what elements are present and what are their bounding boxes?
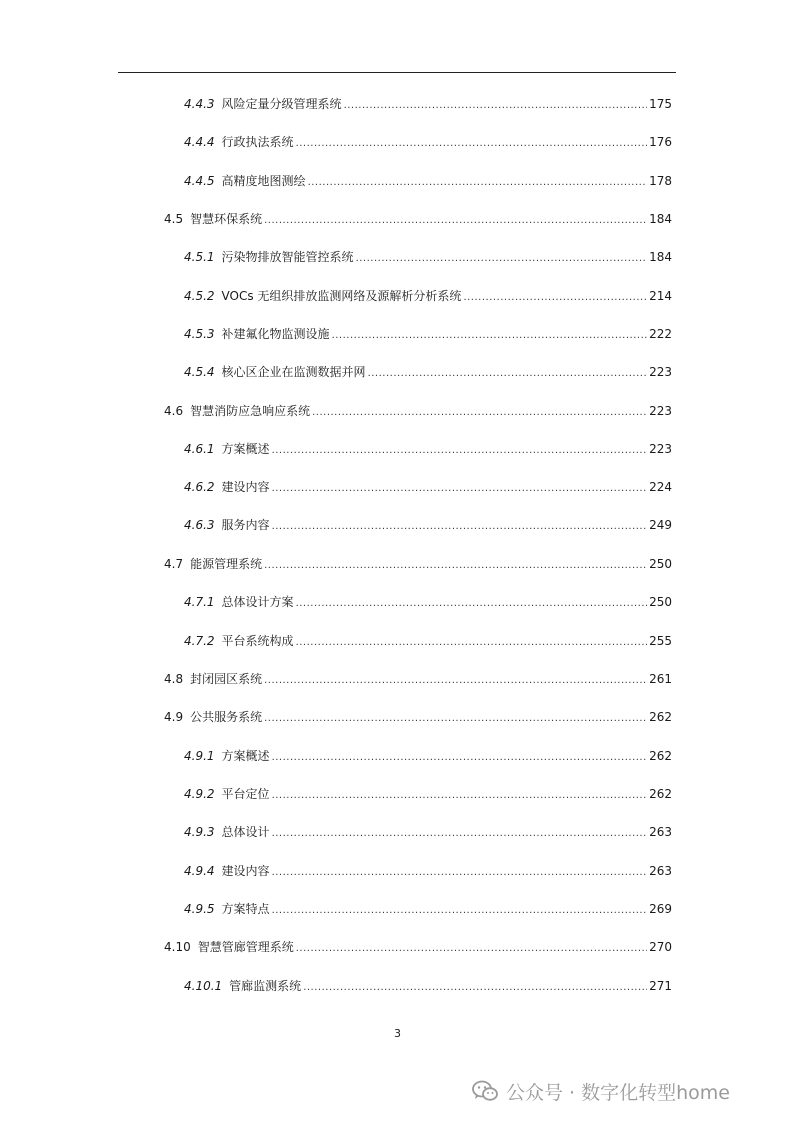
toc-number: 4.5.3 — [184, 327, 215, 341]
toc-number: 4.10.1 — [184, 979, 223, 993]
toc-page: 178 — [649, 174, 672, 188]
toc-number: 4.10 — [164, 940, 191, 954]
dot-leader — [272, 479, 648, 499]
toc-entry[interactable] — [184, 286, 672, 306]
toc-page: 250 — [649, 595, 672, 609]
toc-title: 方案概述 — [221, 442, 270, 456]
toc-number: 4.9.2 — [184, 787, 215, 801]
toc-title: 智慧管廊管理系统 — [197, 940, 294, 954]
toc-number: 4.9.5 — [184, 902, 215, 916]
dot-leader — [264, 671, 647, 691]
toc-title: 封闭园区系统 — [190, 672, 263, 686]
wechat-icon — [472, 1080, 498, 1102]
dot-leader — [303, 978, 647, 998]
toc-number: 4.9.1 — [184, 749, 215, 763]
dot-leader — [332, 326, 648, 346]
toc-entry[interactable] — [164, 209, 672, 229]
toc-page: 262 — [649, 710, 672, 724]
header-rule — [118, 72, 676, 73]
toc-page: 263 — [649, 825, 672, 839]
dot-leader — [368, 364, 648, 384]
toc-title: 能源管理系统 — [190, 557, 263, 571]
watermark-text: 公众号 · 数字化转型home — [506, 1081, 730, 1104]
toc-entry[interactable] — [164, 669, 672, 689]
toc-number: 4.5.1 — [184, 250, 215, 264]
dot-leader — [272, 786, 648, 806]
toc-page: 262 — [649, 749, 672, 763]
toc-title: 建设内容 — [221, 864, 270, 878]
toc-number: 4.5.4 — [184, 365, 215, 379]
toc-title: 方案概述 — [221, 749, 270, 763]
toc-number: 4.5 — [164, 212, 184, 226]
toc-title: 智慧消防应急响应系统 — [190, 404, 311, 418]
toc-page: 249 — [649, 518, 672, 532]
dot-leader — [312, 403, 647, 423]
toc-entry[interactable] — [184, 976, 672, 996]
toc-page: 184 — [649, 250, 672, 264]
toc-entry[interactable] — [184, 515, 672, 535]
toc-page: 224 — [649, 480, 672, 494]
toc-entry[interactable] — [184, 171, 672, 191]
toc-entry[interactable] — [184, 132, 672, 152]
toc-number: 4.7 — [164, 557, 184, 571]
toc-title: 总体设计方案 — [221, 595, 294, 609]
toc-page: 223 — [649, 442, 672, 456]
toc-page: 250 — [649, 557, 672, 571]
toc-page: 270 — [649, 940, 672, 954]
toc-title: 行政执法系统 — [221, 135, 294, 149]
dot-leader — [272, 901, 648, 921]
dot-leader — [344, 96, 648, 116]
toc-entry[interactable] — [184, 94, 672, 114]
toc-number: 4.6.2 — [184, 480, 215, 494]
toc-entry[interactable] — [164, 707, 672, 727]
dot-leader — [308, 173, 648, 193]
toc-page: 255 — [649, 634, 672, 648]
toc-page: 263 — [649, 864, 672, 878]
toc-title: 补建氟化物监测设施 — [221, 327, 330, 341]
toc-entry[interactable] — [184, 861, 672, 881]
toc-title: 平台定位 — [221, 787, 270, 801]
toc-title: 建设内容 — [221, 480, 270, 494]
toc-entry[interactable] — [184, 784, 672, 804]
toc-title: 高精度地图测绘 — [221, 174, 306, 188]
toc-title: 风险定量分级管理系统 — [221, 97, 342, 111]
toc-number: 4.6 — [164, 404, 184, 418]
dot-leader — [272, 748, 648, 768]
toc-entry[interactable] — [184, 592, 672, 612]
toc-title: 总体设计 — [221, 825, 270, 839]
toc-page: 269 — [649, 902, 672, 916]
dot-leader — [264, 709, 647, 729]
toc-title: 平台系统构成 — [221, 634, 294, 648]
dot-leader — [296, 594, 648, 614]
toc-entry[interactable] — [184, 247, 672, 267]
toc-entry[interactable] — [184, 362, 672, 382]
toc-entry[interactable] — [164, 401, 672, 421]
toc-entry[interactable] — [184, 477, 672, 497]
toc-title: 服务内容 — [221, 518, 270, 532]
toc-entry[interactable] — [184, 746, 672, 766]
toc-number: 4.9 — [164, 710, 184, 724]
toc-number: 4.7.2 — [184, 634, 215, 648]
toc-number: 4.6.3 — [184, 518, 215, 532]
dot-leader — [296, 134, 648, 154]
toc-entry[interactable] — [184, 631, 672, 651]
dot-leader — [356, 249, 648, 269]
toc-title: 智慧环保系统 — [190, 212, 263, 226]
toc-page: 175 — [649, 97, 672, 111]
toc-title: VOCs 无组织排放监测网络及源解析分析系统 — [221, 289, 462, 303]
toc-number: 4.5.2 — [184, 289, 215, 303]
toc-title: 核心区企业在监测数据并网 — [221, 365, 366, 379]
toc-number: 4.4.4 — [184, 135, 215, 149]
toc-page: 176 — [649, 135, 672, 149]
toc-entry[interactable] — [164, 937, 672, 957]
dot-leader — [264, 556, 647, 576]
dot-leader — [272, 863, 648, 883]
toc-page: 222 — [649, 327, 672, 341]
dot-leader — [264, 211, 647, 231]
toc-entry[interactable] — [164, 554, 672, 574]
toc-number: 4.9.3 — [184, 825, 215, 839]
dot-leader — [296, 939, 647, 959]
toc-entry[interactable] — [184, 899, 672, 919]
toc-number: 4.6.1 — [184, 442, 215, 456]
watermark — [472, 1077, 730, 1105]
toc-page: 223 — [649, 404, 672, 418]
dot-leader — [296, 633, 648, 653]
toc-number: 4.7.1 — [184, 595, 215, 609]
toc-page: 184 — [649, 212, 672, 226]
dot-leader — [272, 441, 648, 461]
toc-title: 污染物排放智能管控系统 — [221, 250, 354, 264]
toc-page: 262 — [649, 787, 672, 801]
toc-title: 管廊监测系统 — [229, 979, 302, 993]
toc-page: 214 — [649, 289, 672, 303]
toc-title: 公共服务系统 — [190, 710, 263, 724]
toc-page: 271 — [649, 979, 672, 993]
dot-leader — [272, 824, 648, 844]
toc-page: 261 — [649, 672, 672, 686]
toc-entry[interactable] — [184, 822, 672, 842]
dot-leader — [272, 517, 648, 537]
page-number: 3 — [394, 1027, 401, 1040]
toc-entry[interactable] — [184, 439, 672, 459]
toc-number: 4.4.5 — [184, 174, 215, 188]
toc-number: 4.8 — [164, 672, 184, 686]
toc-title: 方案特点 — [221, 902, 270, 916]
dot-leader — [463, 288, 647, 308]
toc-entry[interactable] — [184, 324, 672, 344]
toc-page: 223 — [649, 365, 672, 379]
toc-number: 4.4.3 — [184, 97, 215, 111]
toc-number: 4.9.4 — [184, 864, 215, 878]
